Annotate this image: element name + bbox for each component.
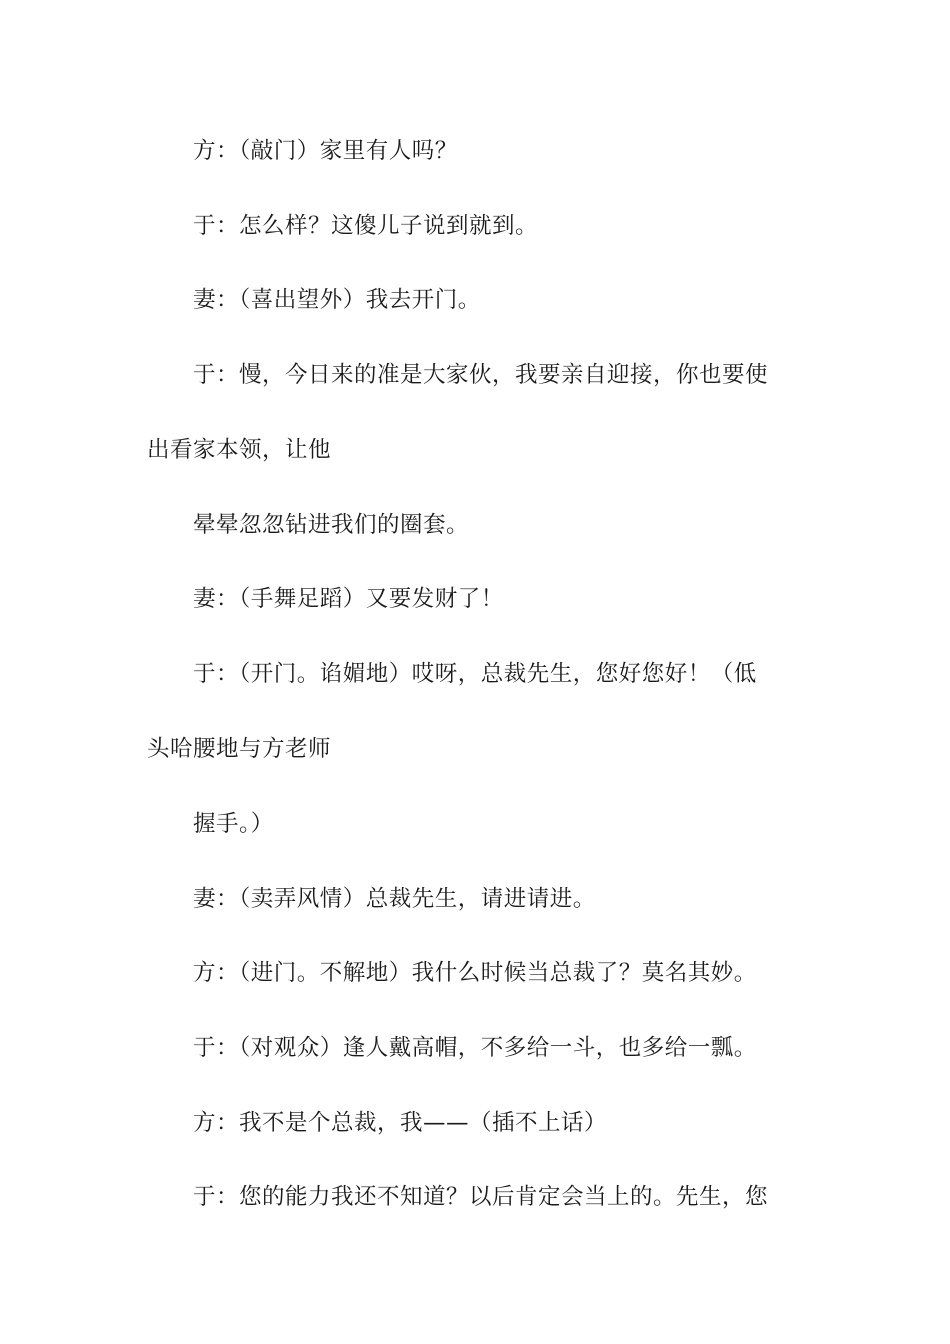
dialogue-line: 于：慢，今日来的准是大家伙，我要亲自迎接，你也要使 <box>193 362 769 388</box>
dialogue-line: 方：（敲门）家里有人吗？ <box>193 138 458 164</box>
dialogue-line: 于：怎么样？这傻儿子说到就到。 <box>193 213 539 239</box>
dialogue-line: 妻：（卖弄风情）总裁先生，请进请进。 <box>193 886 596 912</box>
dialogue-line: 于：（开门。谄媚地）哎呀，总裁先生，您好您好！（低 <box>193 661 757 687</box>
dialogue-line-continuation: 握手。） <box>193 811 274 837</box>
dialogue-line-continuation: 晕晕忽忽钻进我们的圈套。 <box>193 512 470 538</box>
dialogue-line: 妻：（手舞足蹈）又要发财了！ <box>193 586 504 612</box>
dialogue-line: 方：（进门。不解地）我什么时候当总裁了？莫名其妙。 <box>193 960 757 986</box>
dialogue-line: 妻：（喜出望外）我去开门。 <box>193 287 481 313</box>
dialogue-line: 于：（对观众）逢人戴高帽，不多给一斗，也多给一瓢。 <box>193 1035 757 1061</box>
dialogue-line: 方：我不是个总裁，我——（插不上话） <box>193 1110 608 1136</box>
dialogue-line: 于：您的能力我还不知道？以后肯定会当上的。先生，您 <box>193 1184 769 1210</box>
dialogue-line-continuation: 出看家本领，让他 <box>147 437 332 463</box>
dialogue-line-continuation: 头哈腰地与方老师 <box>147 736 332 762</box>
